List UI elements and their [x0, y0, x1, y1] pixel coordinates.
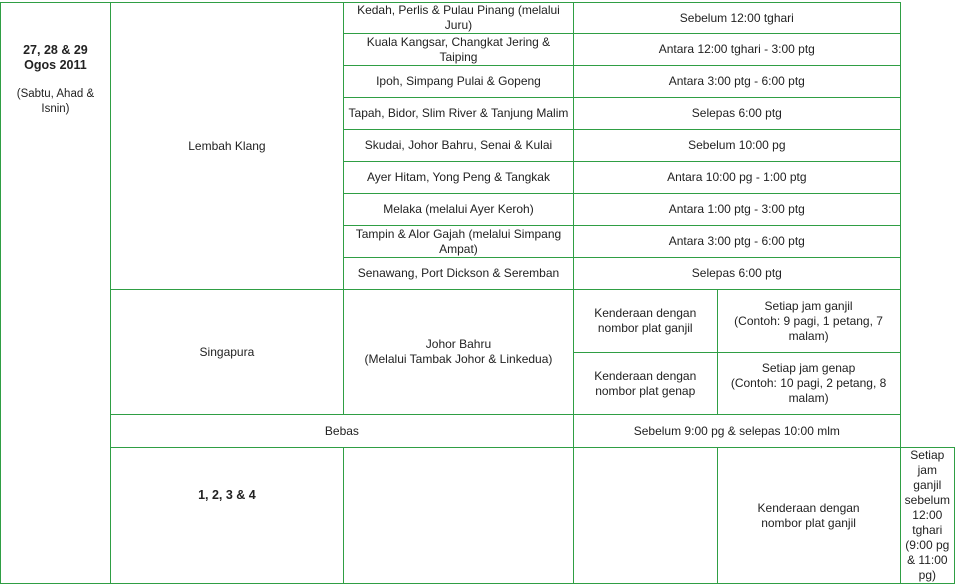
period2-vehicle-line2: nombor plat ganjil: [761, 515, 856, 530]
lembah-klang-cell: Lembah Klang: [110, 3, 343, 290]
odd-time-cell: [717, 290, 900, 353]
odd-vehicle-line2: nombor plat ganjil: [597, 321, 693, 335]
route-cell: Kedah, Perlis & Pulau Pinang (melalui Juru): [343, 3, 573, 34]
odd-vehicle-cell: [573, 290, 717, 353]
time-cell: Sebelum 12:00 tghari: [573, 3, 900, 34]
singapura-route-cell: [343, 290, 573, 415]
even-vehicle-line1: Kenderaan dengan: [594, 368, 697, 383]
route-cell: Senawang, Port Dickson & Seremban: [343, 258, 573, 290]
route-cell: Ipoh, Simpang Pulai & Gopeng: [343, 66, 573, 98]
period2-vehicle-cell: [717, 448, 900, 584]
period2-vehicle-line1: Kenderaan dengan: [757, 500, 860, 515]
even-time-cell: [717, 353, 900, 415]
time-cell: Selepas 6:00 ptg: [573, 98, 900, 130]
bebas-cell: Bebas: [110, 415, 573, 448]
period1-month-year: Ogos 2011: [24, 58, 87, 72]
travel-schedule-table: [0, 2, 955, 584]
period2-time-line1: Setiap jam ganjil sebelum 12:00 tghari: [904, 448, 950, 537]
period2-time-line2: (9:00 pg & 11:00 pg): [905, 538, 950, 582]
singapura-cell: Singapura: [110, 290, 343, 415]
odd-time-line2: (Contoh: 9 pagi, 1 petang, 7 malam): [734, 313, 883, 343]
time-cell: Selepas 6:00 ptg: [573, 258, 900, 290]
table-row: [1, 448, 955, 584]
route-cell: Kuala Kangsar, Changkat Jering & Taiping: [343, 34, 573, 66]
even-vehicle-cell: [573, 353, 717, 415]
time-cell: Antara 1:00 ptg - 3:00 ptg: [573, 194, 900, 226]
table-row: [1, 3, 955, 34]
period2-empty-cell: [343, 448, 573, 584]
time-cell: Sebelum 10:00 pg: [573, 130, 900, 162]
even-time-line2: (Contoh: 10 pagi, 2 petang, 8 malam): [730, 376, 887, 405]
singapura-route-line2: (Melalui Tambak Johor & Linkedua): [364, 352, 553, 366]
even-vehicle-line2: nombor plat genap: [595, 383, 696, 398]
even-time-line1: Setiap jam genap: [761, 361, 856, 375]
bebas-time-cell: Sebelum 9:00 pg & selepas 10:00 mlm: [573, 415, 900, 448]
singapura-route-line1: Johor Bahru: [425, 337, 492, 351]
route-cell: Tampin & Alor Gajah (melalui Simpang Ampat): [343, 226, 573, 258]
route-cell: Tapah, Bidor, Slim River & Tanjung Malim: [343, 98, 573, 130]
time-cell: Antara 3:00 ptg - 6:00 ptg: [573, 66, 900, 98]
odd-time-line1: Setiap jam ganjil: [764, 298, 853, 313]
route-cell: Skudai, Johor Bahru, Senai & Kulai: [343, 130, 573, 162]
period2-date-cell: 1, 2, 3 & 4: [110, 448, 343, 584]
time-cell: Antara 3:00 ptg - 6:00 ptg: [573, 226, 900, 258]
odd-vehicle-line1: Kenderaan dengan: [594, 306, 697, 320]
time-cell: Antara 12:00 tghari - 3:00 ptg: [573, 34, 900, 66]
period1-dates: 27, 28 & 29: [23, 43, 88, 57]
table-row: [1, 415, 955, 448]
route-cell: Melaka (melalui Ayer Keroh): [343, 194, 573, 226]
period2-empty-cell: [573, 448, 717, 584]
table-row: [1, 290, 955, 353]
time-cell: Antara 10:00 pg - 1:00 ptg: [573, 162, 900, 194]
period2-time-cell: [900, 448, 954, 584]
period1-days: (Sabtu, Ahad & Isnin): [16, 88, 95, 115]
period1-date-cell: [1, 3, 111, 584]
route-cell: Ayer Hitam, Yong Peng & Tangkak: [343, 162, 573, 194]
